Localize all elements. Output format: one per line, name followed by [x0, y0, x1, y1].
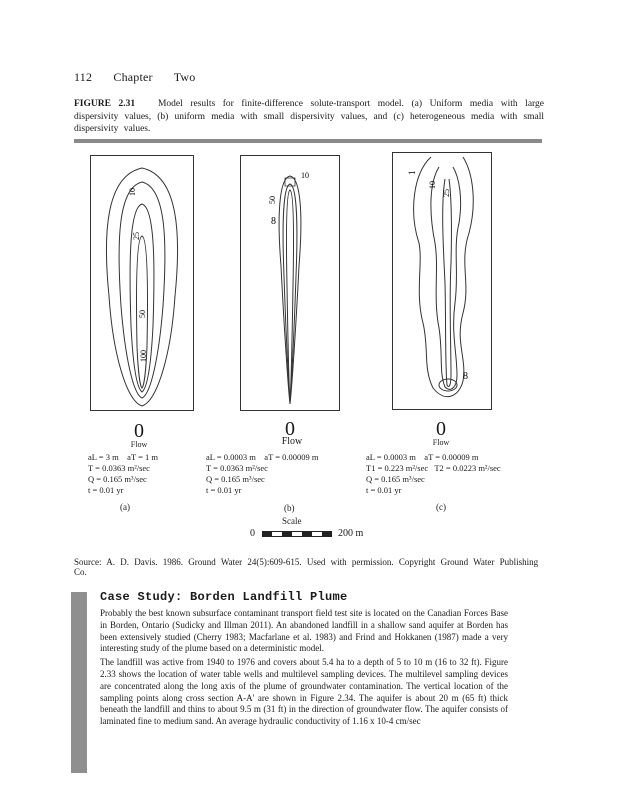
panel-c-origin: 0 [436, 418, 446, 440]
panel-a-contour-label-3: 50 [138, 310, 147, 318]
panel-b-contour-outer [279, 176, 301, 404]
panel-c-param-line: t = 0.01 yr [366, 485, 402, 495]
panel-b-param-line: aL = 0.0003 m aT = 0.00009 m [206, 452, 319, 462]
scale-zero: 0 [250, 528, 255, 539]
chapter-label: Chapter [113, 70, 153, 84]
caption-rule [74, 139, 542, 143]
panel-a-flow-label: Flow [130, 440, 148, 449]
panel-a-plume-diagram [91, 156, 193, 410]
panel-b-param-line: t = 0.01 yr [206, 485, 242, 495]
panel-c-contour-label-1: 1 [407, 170, 417, 175]
case-study-sidebar-bar [71, 592, 87, 773]
panel-c-contour-label-3: 25 [442, 189, 451, 197]
panel-b-parameters [206, 452, 319, 496]
panel-c-plume-diagram [393, 153, 491, 409]
panel-c-param-line: aL = 0.0003 m aT = 0.00009 m [366, 452, 479, 462]
panel-a-contour-label-2: 25 [132, 232, 141, 240]
panel-b-contour-mid [283, 184, 297, 402]
panel-c-label: (c) [436, 502, 446, 512]
panel-b-contour-label-2: 50 [268, 196, 277, 204]
scale-bar [250, 528, 363, 539]
panel-a-param-line: aL = 3 m aT = 1 m [88, 452, 159, 462]
page-number: 112 [74, 70, 93, 84]
panel-c-parameters [366, 452, 501, 496]
panel-c-contour-inner [443, 179, 452, 387]
panel-c-contour-label-2: 10 [428, 181, 437, 189]
panel-a-contour-mid [119, 182, 165, 398]
panel-b-contour-label-1: 10 [301, 171, 309, 180]
panel-b-frame [240, 155, 340, 411]
panel-c-flow-label: Flow [432, 438, 450, 447]
panel-c-param-line: T1 = 0.223 m²/sec T2 = 0.0223 m²/sec [366, 463, 501, 473]
figure-caption [74, 98, 544, 136]
scale-bar-graphic [262, 531, 332, 537]
case-study-body [100, 608, 508, 728]
panel-a-frame [90, 155, 194, 411]
panel-b-origin: 0 [285, 418, 295, 440]
figure-source: Source: A. D. Davis. 1986. Ground Water 24(5):609-615. Used with permission. Copyright Ground Water Publishing Co. [74, 557, 539, 577]
panel-b-label: (b) [284, 503, 295, 513]
figure-caption-text: Model results for finite-difference solute-transport model. (a) Uniform media with large dispersivity values, (b) uniform media with small dispersivity values, and (c) heterogeneous media with small dispersivity values. [74, 99, 544, 134]
panel-a-contour-label-1: 10 [128, 188, 137, 196]
scale-value: 200 m [338, 528, 364, 539]
panel-c-param-line: Q = 0.165 m³/sec [366, 474, 425, 484]
panel-a-parameters [88, 452, 158, 496]
panel-b-plume-diagram [241, 156, 339, 410]
panel-b-param-line: T = 0.0363 m²/sec [206, 463, 268, 473]
page-header [74, 70, 214, 85]
panel-c-contour-label-4: 8 [463, 371, 468, 382]
case-study-paragraph: The landfill was active from 1940 to 1976 and covers about 5.4 ha to a depth of 5 to 10 m (16 to 32 ft). Figure 2.33 shows the location of water table wells and multilevel sampling devices. The multilevel sampling devices are concentrated along the long axis of the plume of groundwater contamination. The vertical location of the sampling points along cross section A-A' are shown in Figure 2.34. The aquifer is about 20 m (65 ft) thick beneath the landfill and thins to about 9.5 m (31 ft) in the direction of groundwater flow. The aquifer consists of laminated fine to medium sand. An average hydraulic conductivity of 1.16 x 10-4 cm/sec [100, 657, 508, 727]
panel-a-param-line: t = 0.01 yr [88, 485, 124, 495]
panel-b-contour-label-3: 8 [271, 216, 276, 227]
case-study-title: Case Study: Borden Landfill Plume [100, 590, 348, 604]
panel-a-contour-label-4: 100 [139, 350, 148, 362]
scale-label: Scale [282, 516, 302, 526]
figure-label: FIGURE 2.31 [74, 99, 136, 109]
panel-c-frame [392, 152, 492, 410]
panel-b-flow-label: Flow [281, 436, 303, 447]
panel-b-contour-top [285, 178, 295, 186]
panel-a-param-line: T = 0.0363 m²/sec [88, 463, 150, 473]
chapter-number: Two [173, 70, 196, 84]
case-study-paragraph: Probably the best known subsurface contaminant transport field test site is located on the Canadian Forces Base in Borden, Ontario (Sudicky and Illman 2011). An abandoned landfill in a shallow sand aquifer at Borden has been extensively studied (Cherry 1983; Macfarlane et al. 1983) and Frind and Hokkanen (1987) made a very interesting study of the plume based on a deterministic model. [100, 608, 508, 654]
panel-a-label: (a) [120, 502, 130, 512]
panel-b-param-line: Q = 0.165 m³/sec [206, 474, 265, 484]
panel-a-origin: 0 [134, 420, 144, 442]
panel-a-param-line: Q = 0.165 m³/sec [88, 474, 147, 484]
